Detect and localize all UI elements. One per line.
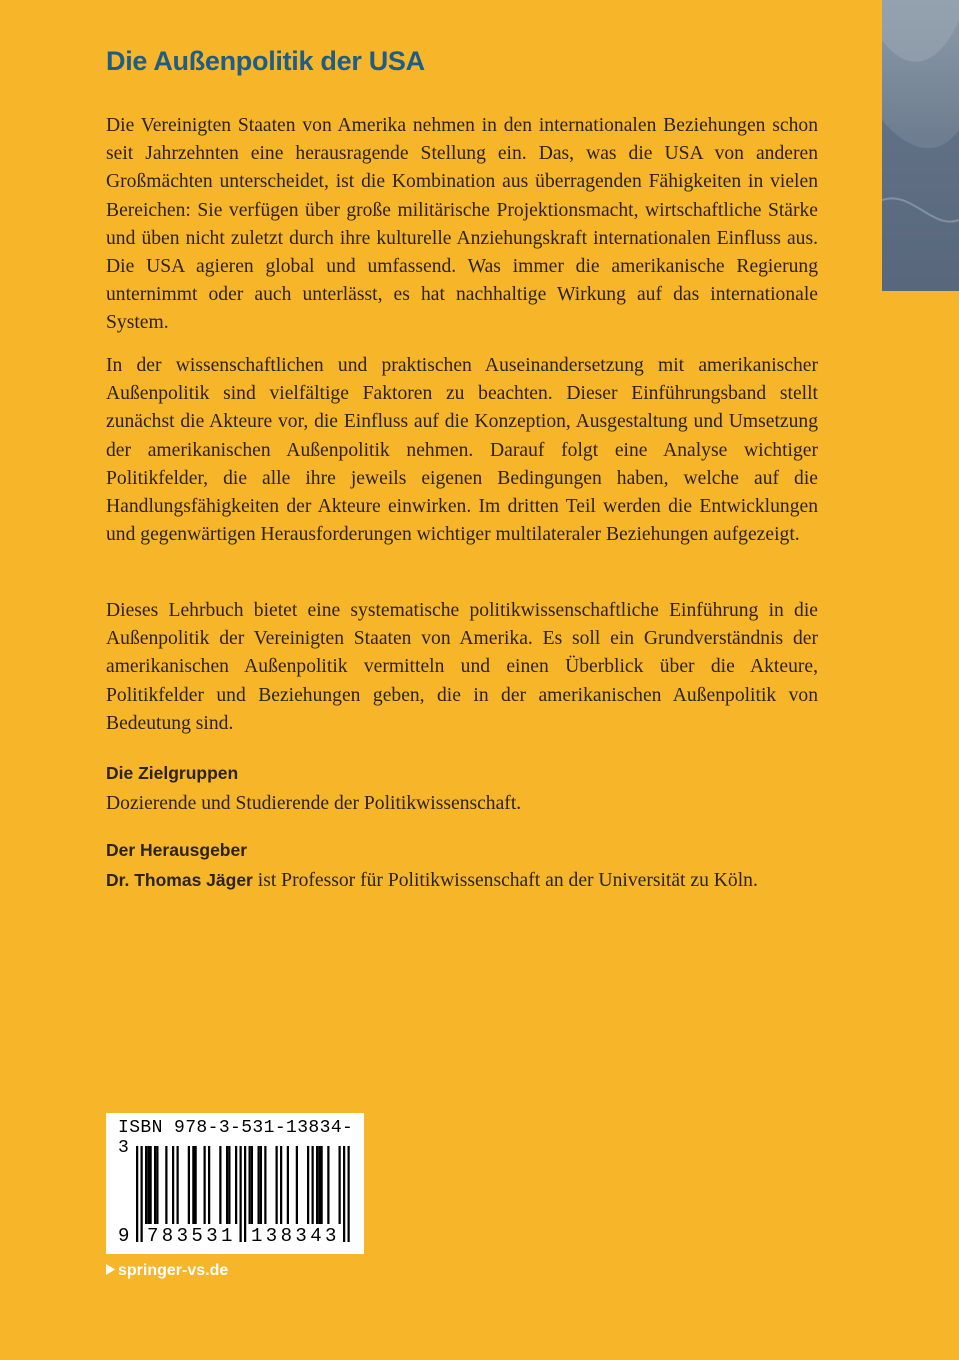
barcode-digit-first: 9 — [118, 1225, 130, 1247]
barcode-bar — [228, 1146, 230, 1224]
barcode-bar — [264, 1146, 266, 1224]
editor-heading: Der Herausgeber — [106, 840, 248, 860]
barcode-digits-left: 783531 — [147, 1225, 236, 1247]
barcode-bar — [251, 1146, 253, 1224]
barcode-bar — [316, 1146, 318, 1224]
barcode-bar — [156, 1146, 158, 1224]
editor-text: ist Professor für Politikwissenschaft an der Universität zu Köln. — [252, 870, 758, 891]
editor-description — [106, 866, 758, 895]
barcode-bar — [226, 1146, 228, 1224]
blurb-paragraph-3: Dieses Lehrbuch bietet eine systematische politikwissenschaftliche Einführung in die Außenpolitik der Vereinigten Staaten von Amerika. Es soll ein Grundverständnis der amerikanischen Außenpolitik vermitteln und einen Überblick über die Akteure, Politikfelder und Beziehungen geben, die in der amerikanischen Außenpolitik von Bedeutung sind. — [106, 600, 818, 734]
barcode-bar — [150, 1146, 152, 1224]
barcode-bar — [208, 1146, 210, 1224]
barcode-bar — [172, 1146, 174, 1224]
barcode-digits-right: 138343 — [251, 1225, 340, 1247]
barcode-bar — [258, 1146, 260, 1224]
barcode-bar — [235, 1146, 237, 1224]
barcode-bar — [145, 1146, 147, 1224]
arrow-right-icon — [106, 1262, 115, 1280]
barcode-bar — [177, 1146, 179, 1224]
barcode-bar — [260, 1146, 262, 1224]
barcode-bar — [192, 1146, 194, 1224]
isbn-barcode — [106, 1113, 364, 1254]
barcode-bar — [219, 1146, 221, 1224]
barcode-digits — [106, 1225, 364, 1249]
barcode-bar — [276, 1146, 278, 1224]
cover-corner-graphic — [882, 0, 959, 291]
barcode-bar — [188, 1146, 190, 1224]
barcode-bar — [165, 1146, 167, 1224]
barcode-bar — [327, 1146, 329, 1224]
barcode-bar — [204, 1146, 206, 1224]
barcode-bar — [318, 1146, 320, 1224]
isbn-label: ISBN 978-3-531-13834-3 — [118, 1118, 354, 1158]
barcode-bar — [154, 1146, 156, 1224]
target-group-text: Dozierende und Studierende der Politikwissenschaft. — [106, 793, 522, 814]
barcode-bar — [287, 1146, 289, 1224]
book-title: Die Außenpolitik der USA — [106, 46, 425, 76]
publisher-website-link[interactable] — [106, 1262, 228, 1280]
barcode-bar — [307, 1146, 309, 1224]
barcode-bar — [147, 1146, 149, 1224]
target-group-heading: Die Zielgruppen — [106, 763, 239, 783]
barcode-bar — [321, 1146, 323, 1224]
blurb-paragraph-1: Die Vereinigten Staaten von Amerika nehmen in den internationalen Beziehungen schon seit Jahrzehnten eine herausragende Stellung ein. Das, was die USA von anderen Großmächten unterscheidet, ist die Kombination aus überragenden Fähigkeiten in vielen Bereichen: Sie verfügen über große militärische Projektionsmacht, wirtschaftliche Stärke und üben nicht zuletzt durch ihre kulturelle Anziehungskraft internationalen Einfluss aus. Die USA agieren global und umfassend. Was immer die amerikanische Regierung unternimmt oder auch unterlässt, es hat nachhaltige Wirkung auf das internationale System. — [106, 115, 818, 334]
barcode-bar — [249, 1146, 251, 1224]
barcode-bar — [195, 1146, 197, 1224]
barcode-bar — [312, 1146, 314, 1224]
editor-name: Dr. Thomas Jäger — [106, 870, 253, 890]
website-text: springer-vs.de — [118, 1262, 229, 1279]
barcode-bar — [296, 1146, 298, 1224]
blurb-paragraph-2: In der wissenschaftlichen und praktischen Auseinandersetzung mit amerikanischer Außenpolitik sind vielfältige Faktoren zu beachten. Dieser Einführungsband stellt zunächst die Akteure vor, die Einfluss auf die Konzeption, Ausgestaltung und Umsetzung der amerikanischen Außenpolitik nehmen. Darauf folgt eine Analyse wichtiger Politikfelder, die alle ihre jeweils eigenen Bedingungen haben, welche auf die Handlungsfähigkeiten der Akteure einwirken. Im dritten Teil werden die Entwicklungen und gegenwärtigen Herausforderungen wichtiger multilateraler Beziehungen aufgezeigt. — [106, 355, 818, 546]
barcode-bar — [339, 1146, 341, 1224]
barcode-bar — [280, 1146, 282, 1224]
